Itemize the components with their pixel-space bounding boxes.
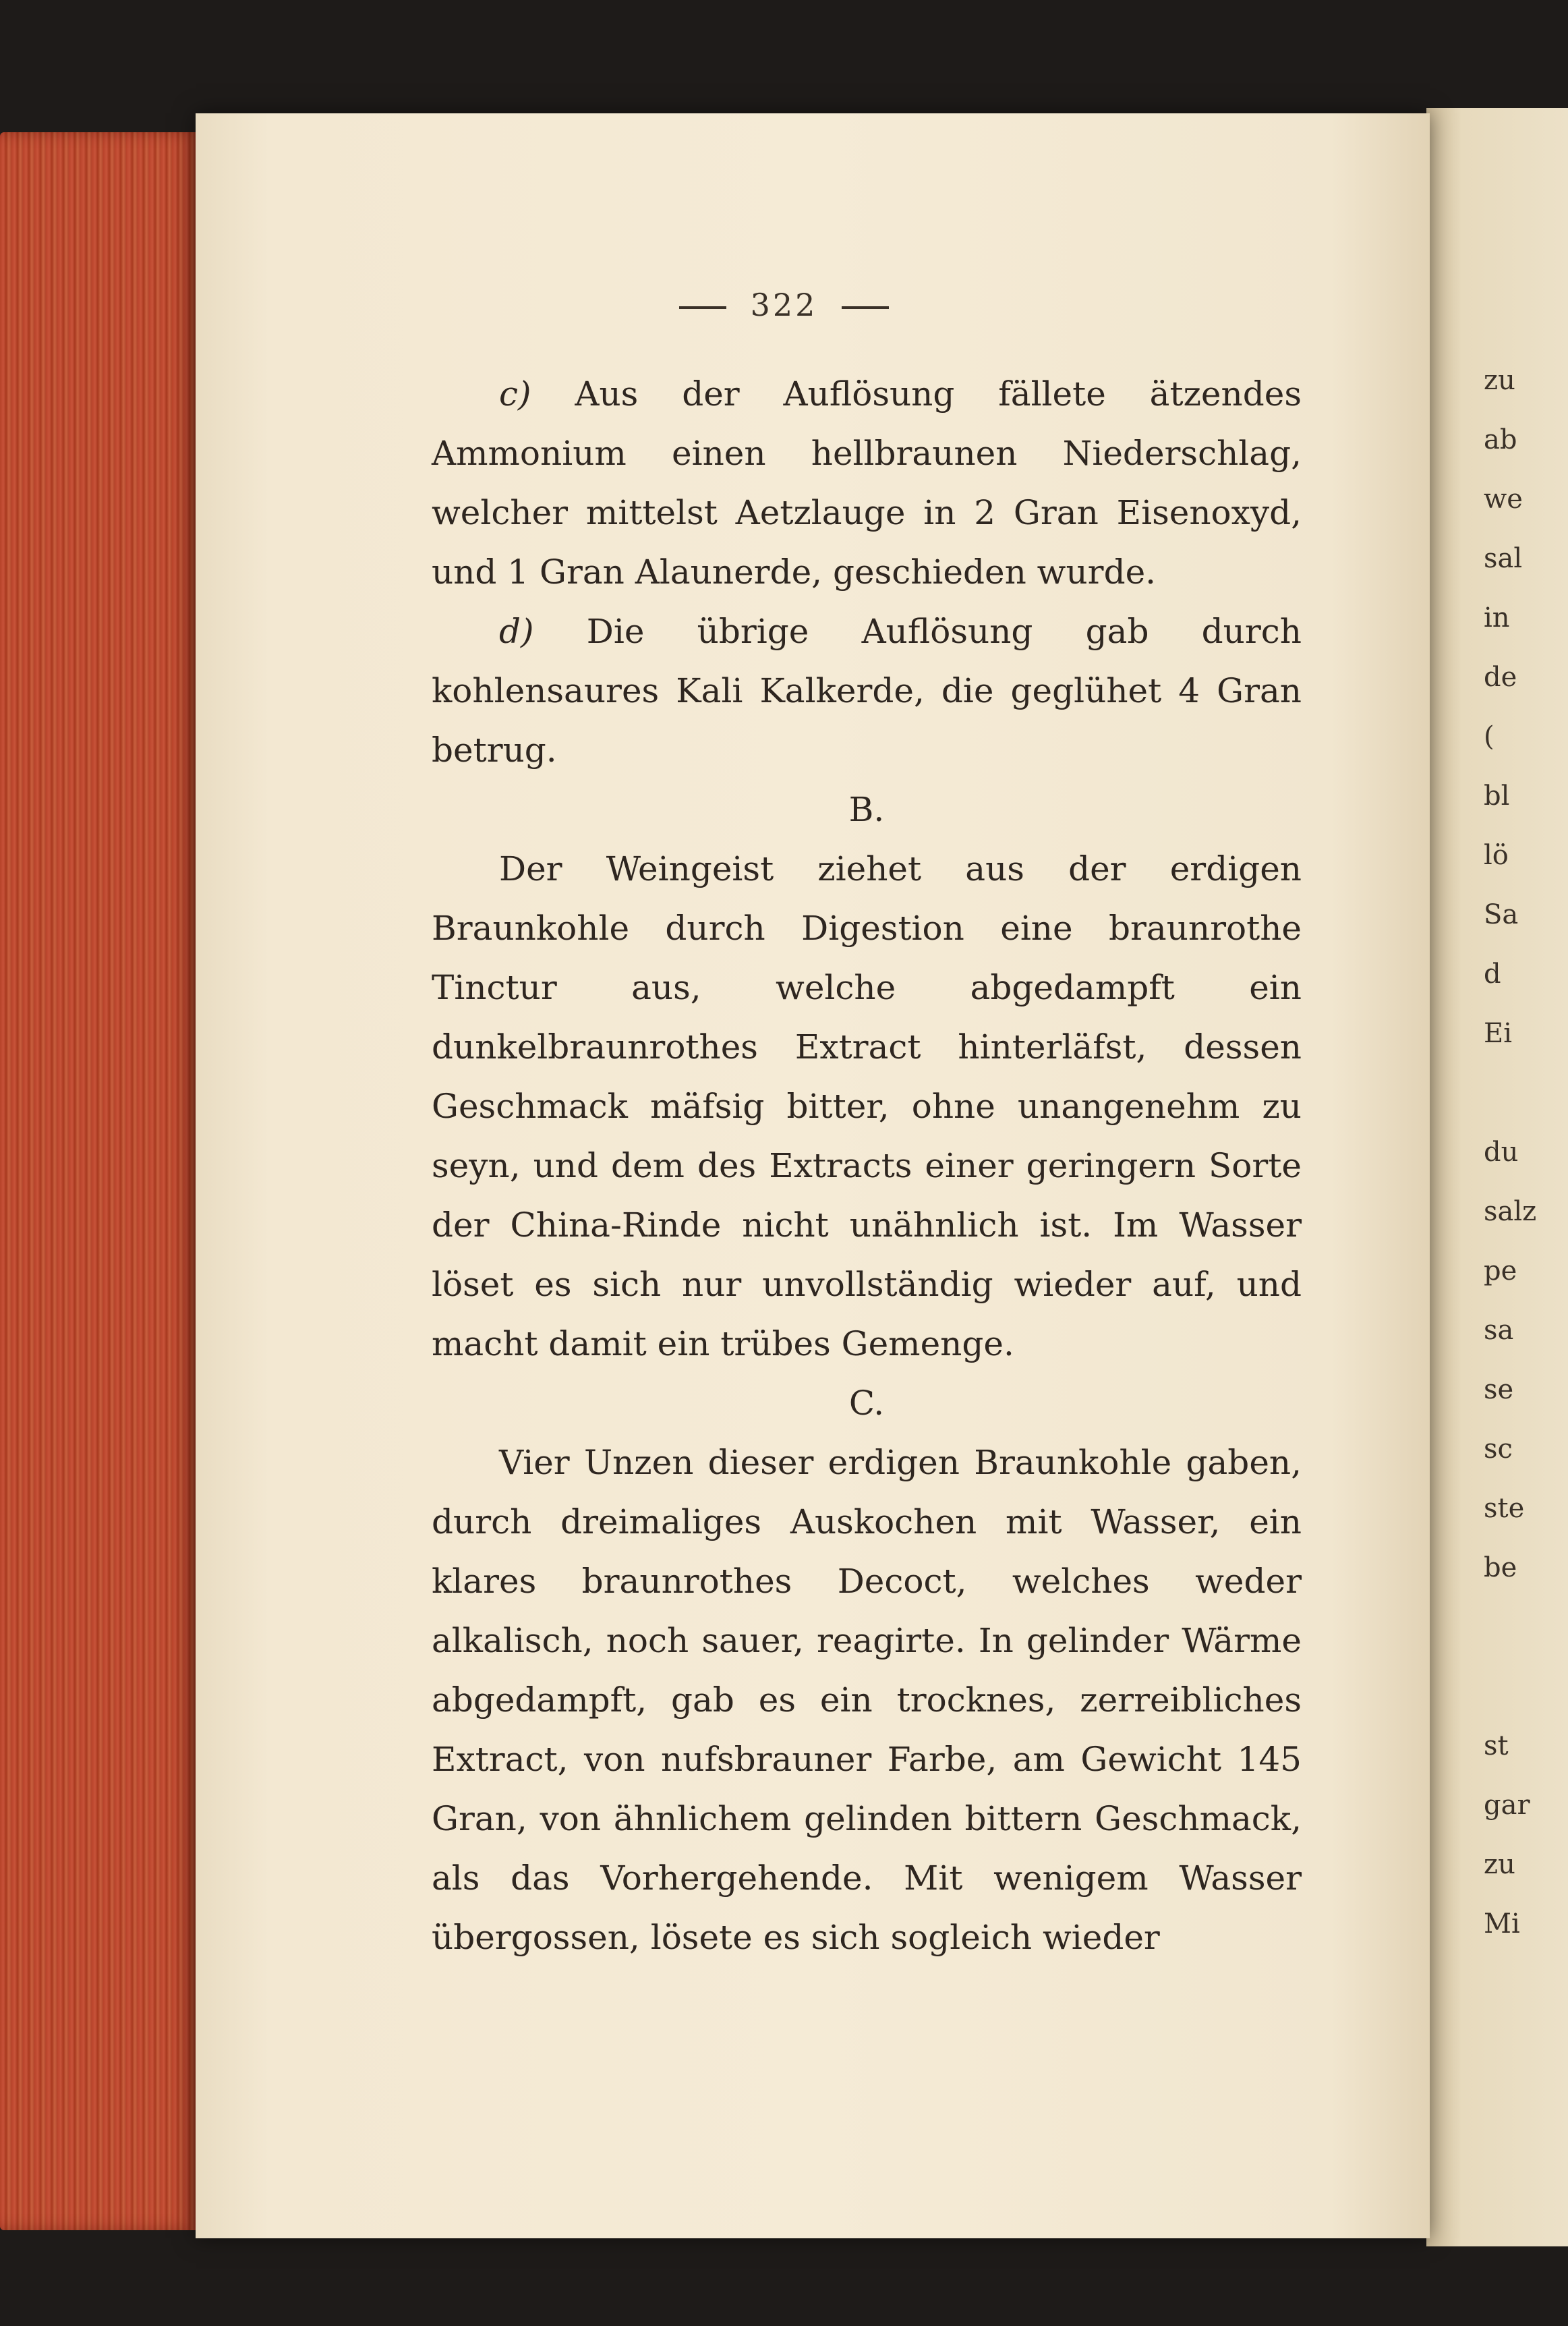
facing-page-fragment: Sa [1484,899,1519,930]
paragraph-c-text: Aus der Auflösung fällete ätzendes Ammonium einen hellbraunen Niederschlag, welcher mittelst Aetzlauge in 2 Gran Eisenoxyd, und 1 Gran Alaunerde, geschieden wurde. [432,374,1302,592]
facing-page-fragment [1484,1597,1568,1657]
paragraph-b: Der Weingeist ziehet aus der erdigen Braunkohle durch Digestion eine braunrothe Tinctur aus, welche abgedampft ein dunkelbraunrothes Extract hinterläfst, dessen Geschmack mäfsig bitter, ohne unangenehm zu seyn, und dem des Extracts einer geringern Sorte der China-Rinde nicht unähnlich ist. Im Wasser löset es sich nur unvollständig wieder auf, und macht damit ein trübes Gemenge. [432,849,1302,1363]
facing-page-fragment: ste [1484,1493,1525,1524]
facing-page-fragment: zu [1484,365,1515,396]
facing-page-fragment: de [1484,662,1517,693]
facing-page-fragment: be [1484,1552,1517,1583]
facing-page-fragment: in [1484,602,1510,633]
page-number: 322 [750,287,818,323]
page-body [432,364,1302,1967]
paragraph-label-d: d) [499,612,534,651]
book-page-edges [0,132,202,2230]
facing-page-text [1484,351,1568,1954]
facing-page-fragment: Ei [1484,1018,1512,1049]
facing-page-fragment: Mi [1484,1908,1520,1939]
facing-page-fragment: zu [1484,1849,1515,1880]
paragraph-c [432,364,1302,602]
facing-page-fragment: sal [1484,543,1523,574]
facing-page-fragment: se [1484,1374,1514,1405]
facing-page-fragment: sc [1484,1434,1513,1465]
paragraph-label-c: c) [499,374,531,414]
facing-page-fragment: st [1484,1730,1509,1761]
facing-page-fragment: d [1484,959,1501,990]
paragraph-c2: Vier Unzen dieser erdigen Braunkohle gaben, durch dreimaliges Auskochen mit Wasser, ein klares braunrothes Decoct, welches weder alkalisch, noch sauer, reagirte. In gelinder Wärme abgedampft, gab es ein trocknes, zerreibliches Extract, von nufsbrauner Farbe, am Gewicht 145 Gran, von ähnlichem gelinden bittern Geschmack, als das Vorhergehende. Mit wenigem Wasser übergossen, lösete es sich sogleich wieder [432,1443,1302,1957]
facing-page-fragment: lö [1484,840,1509,871]
header-dash-right [842,306,889,309]
facing-page-fragment: we [1484,484,1523,515]
page-header [0,287,1568,323]
facing-page-fragment: bl [1484,781,1510,812]
facing-page-fragment: gar [1484,1790,1530,1821]
section-heading-c: C. [848,1384,885,1423]
facing-page-fragment [1484,1657,1568,1716]
facing-page-fragment: sa [1484,1315,1514,1346]
facing-page-fragment [1484,1063,1568,1123]
facing-page-fragment: salz [1484,1196,1537,1227]
header-dash-left [679,306,726,309]
section-heading-b: B. [848,790,885,829]
facing-page-fragment: ( [1484,721,1494,752]
facing-page-fragment: du [1484,1137,1519,1168]
facing-page-fragment: pe [1484,1255,1517,1286]
paragraph-d [432,602,1302,780]
facing-page-fragment: ab [1484,424,1517,455]
paragraph-d-text: Die übrige Auflösung gab durch kohlensaures Kali Kalkerde, die geglühet 4 Gran betrug. [432,612,1302,770]
